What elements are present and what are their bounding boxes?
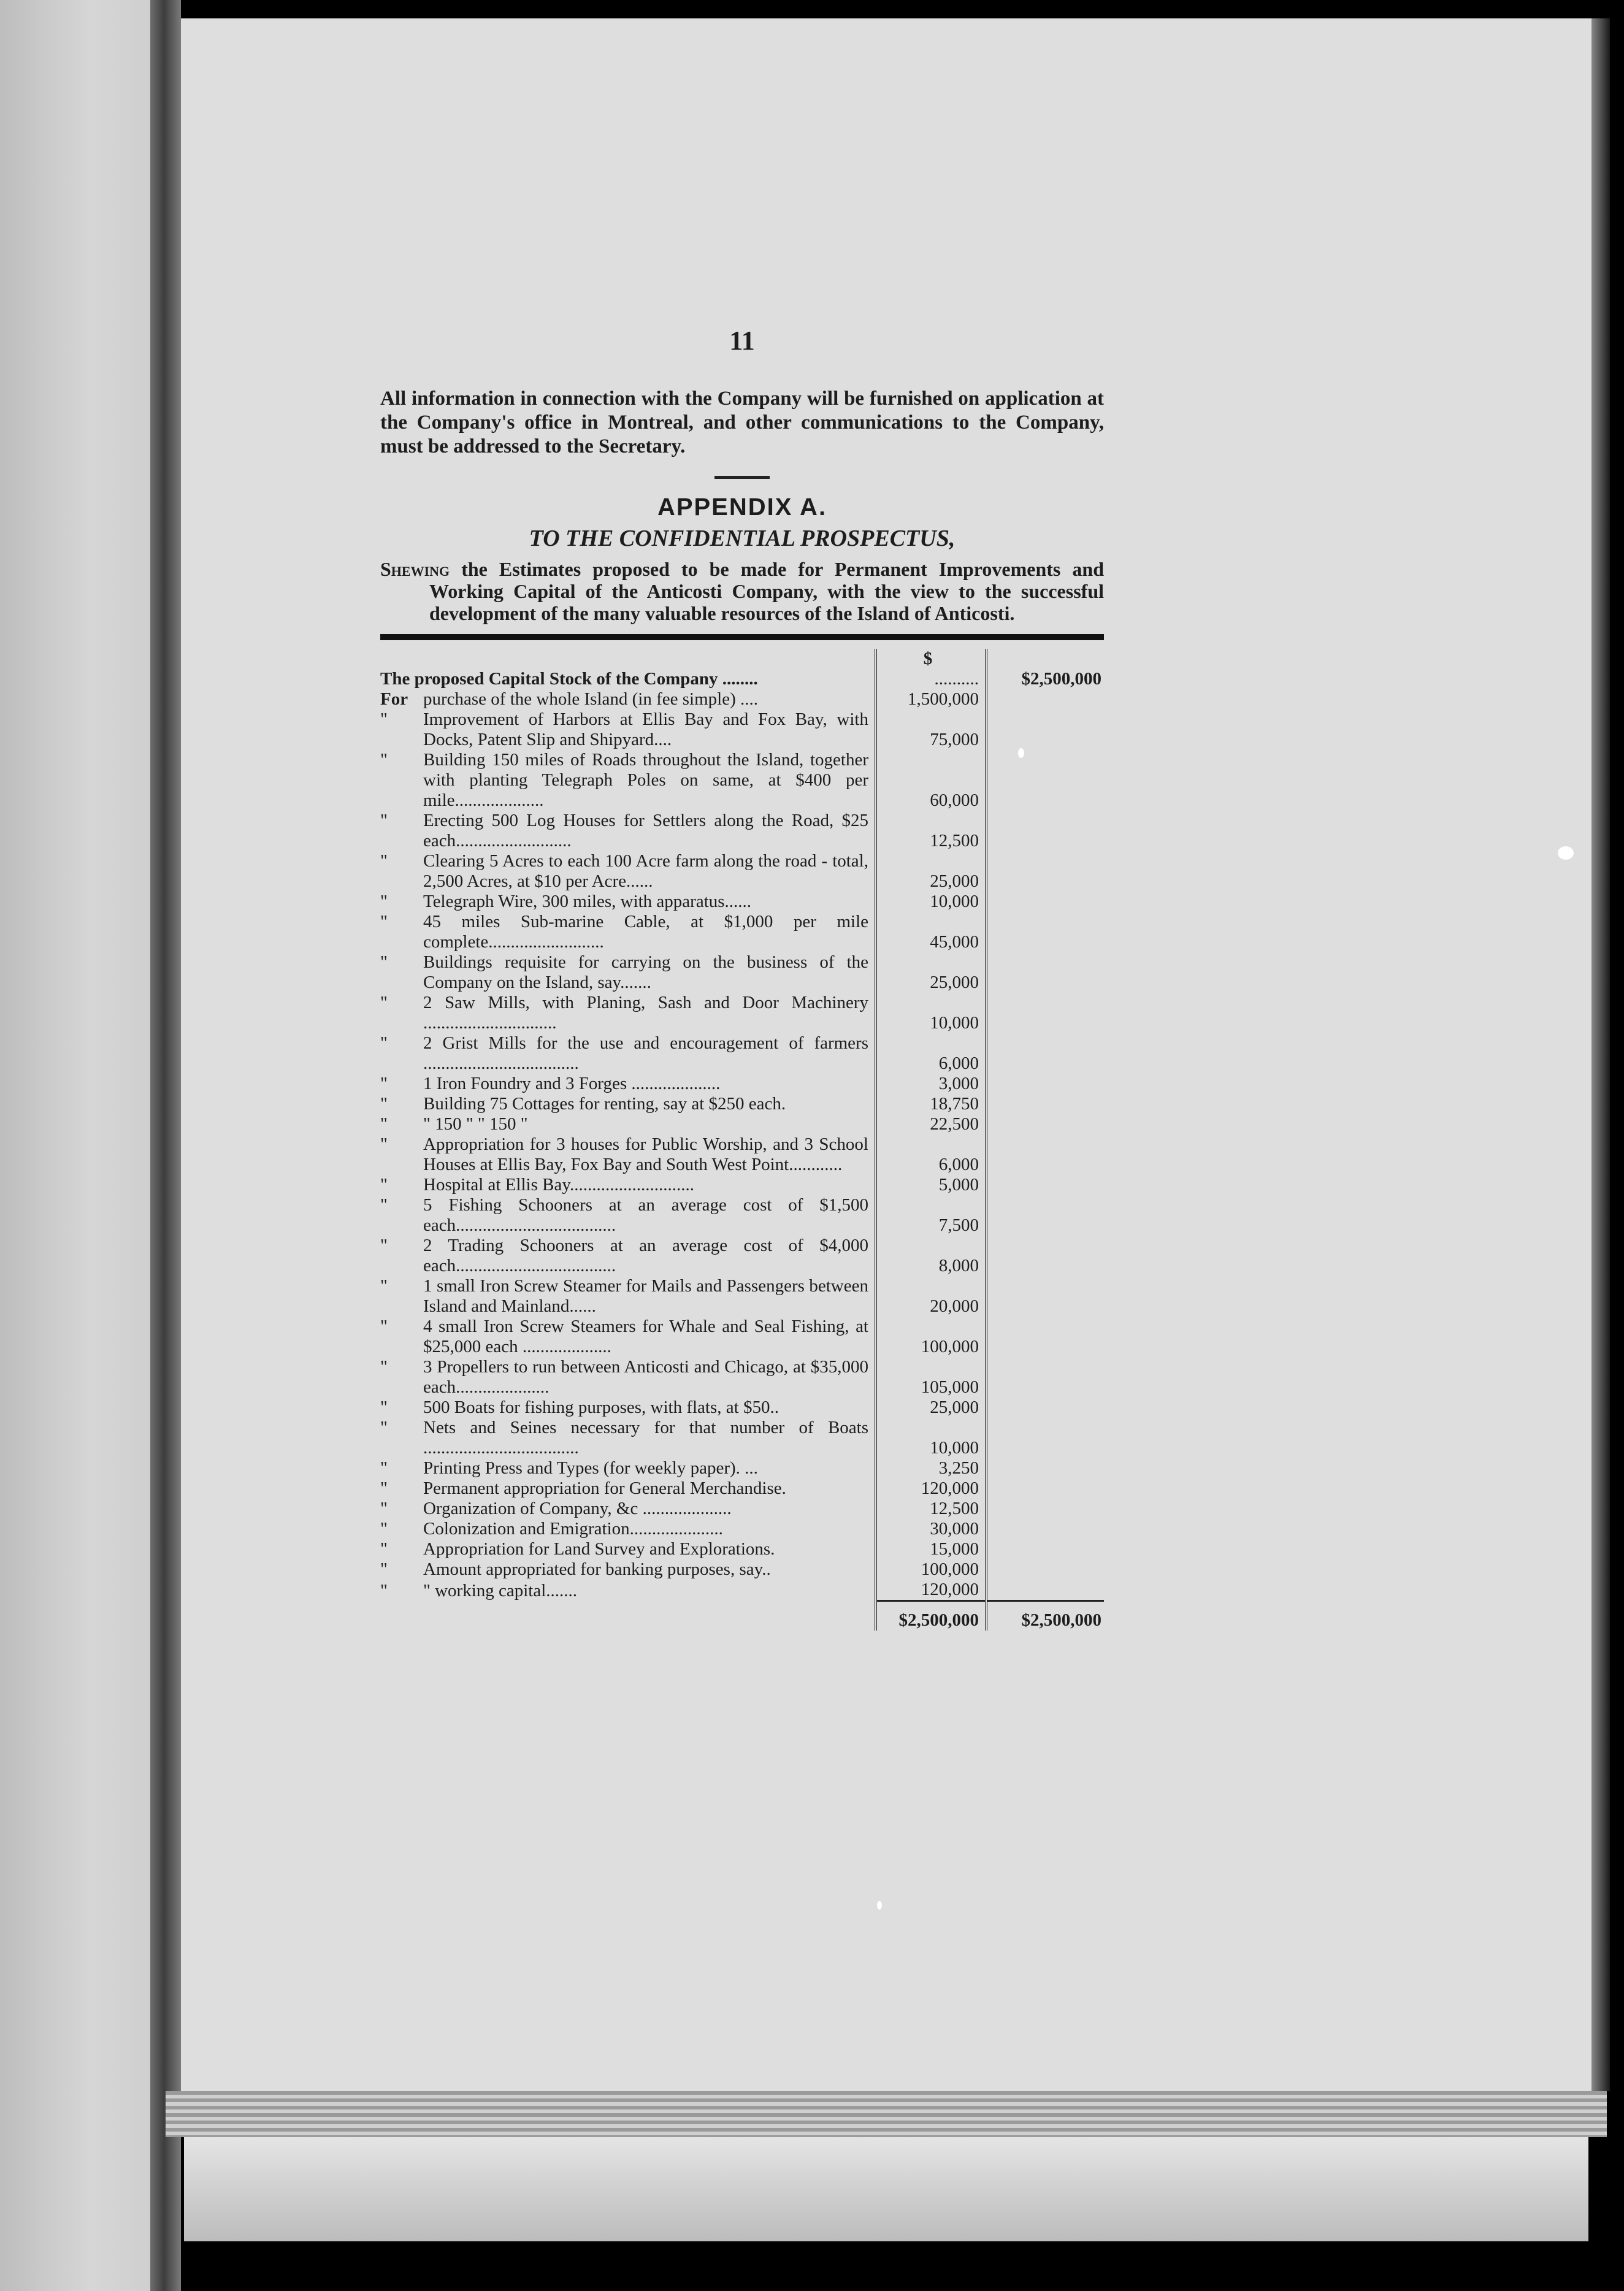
item-prefix: " bbox=[380, 750, 388, 770]
item-description bbox=[380, 750, 876, 811]
table-row bbox=[380, 1559, 1104, 1580]
table-row bbox=[380, 811, 1104, 851]
table-row bbox=[380, 750, 1104, 811]
item-prefix: " bbox=[380, 892, 388, 911]
item-total-cell bbox=[986, 1559, 1104, 1580]
capital-label: The proposed Capital Stock of the Company ........ bbox=[380, 669, 758, 689]
item-description bbox=[380, 912, 876, 952]
item-total-cell bbox=[986, 1033, 1104, 1074]
item-description bbox=[380, 993, 876, 1033]
item-prefix: " bbox=[380, 1398, 388, 1417]
item-description bbox=[380, 689, 876, 709]
item-amount: 120,000 bbox=[876, 1580, 986, 1601]
capital-amount: .......... bbox=[876, 669, 986, 689]
item-total-cell bbox=[986, 1357, 1104, 1398]
table-row bbox=[380, 952, 1104, 993]
item-prefix: " bbox=[380, 1539, 388, 1559]
item-amount: 10,000 bbox=[876, 892, 986, 912]
item-amount: 30,000 bbox=[876, 1519, 986, 1539]
appendix-title: APPENDIX A. bbox=[657, 494, 827, 521]
item-description bbox=[380, 1236, 876, 1276]
item-text: Permanent appropriation for General Merchandise. bbox=[423, 1478, 786, 1498]
item-amount: 105,000 bbox=[876, 1357, 986, 1398]
item-text: Hospital at Ellis Bay............................ bbox=[423, 1175, 694, 1195]
item-prefix: " bbox=[380, 1478, 388, 1498]
item-total-cell bbox=[986, 709, 1104, 750]
item-total-cell bbox=[986, 1175, 1104, 1195]
item-text: Colonization and Emigration..................... bbox=[423, 1519, 723, 1539]
dollar-sign: $ bbox=[876, 649, 986, 669]
totals-row bbox=[380, 1601, 1104, 1631]
item-text: Nets and Seines necessary for that number of Boats ................................... bbox=[423, 1418, 868, 1458]
item-amount: 1,500,000 bbox=[876, 689, 986, 709]
item-text: 5 Fishing Schooners at an average cost of $1,500 each.................................... bbox=[423, 1195, 868, 1235]
item-text: 1 Iron Foundry and 3 Forges .................... bbox=[423, 1074, 721, 1093]
item-total-cell bbox=[986, 993, 1104, 1033]
item-total-cell bbox=[986, 1478, 1104, 1499]
item-description bbox=[380, 1559, 876, 1580]
item-description bbox=[380, 1094, 876, 1114]
shewing-label: Shewing bbox=[380, 558, 450, 580]
item-amount: 20,000 bbox=[876, 1276, 986, 1317]
stacked-page-edges bbox=[166, 2091, 1607, 2137]
item-total-cell bbox=[986, 1134, 1104, 1175]
item-prefix: " bbox=[380, 1580, 388, 1601]
item-amount: 6,000 bbox=[876, 1134, 986, 1175]
table-top-rule bbox=[380, 634, 1104, 640]
item-prefix: " bbox=[380, 993, 388, 1012]
item-amount: 15,000 bbox=[876, 1539, 986, 1559]
item-prefix: " bbox=[380, 709, 388, 729]
table-row bbox=[380, 1458, 1104, 1478]
item-prefix: For bbox=[380, 689, 408, 709]
item-amount: 25,000 bbox=[876, 952, 986, 993]
table-row bbox=[380, 1134, 1104, 1175]
intro-paragraph: All information in connection with the Company will be furnished on application at the Company's office in Montreal, and other communications to the Company, must be addressed to the Secretary. bbox=[380, 388, 1104, 457]
item-text: Telegraph Wire, 300 miles, with apparatus...... bbox=[423, 892, 752, 911]
totals-amount: $2,500,000 bbox=[876, 1601, 986, 1631]
item-text: 4 small Iron Screw Steamers for Whale and Seal Fishing, at $25,000 each .................... bbox=[423, 1317, 868, 1356]
scan-speck bbox=[1558, 846, 1574, 860]
item-total-cell bbox=[986, 1539, 1104, 1559]
item-text: Appropriation for 3 houses for Public Worship, and 3 School Houses at Ellis Bay, Fox Bay and South West Point............ bbox=[423, 1134, 868, 1174]
item-text: Printing Press and Types (for weekly paper). ... bbox=[423, 1458, 758, 1478]
item-amount: 7,500 bbox=[876, 1195, 986, 1236]
item-description bbox=[380, 1539, 876, 1559]
item-total-cell bbox=[986, 1114, 1104, 1134]
page-number: 11 bbox=[729, 326, 755, 356]
page-right-shadow bbox=[1591, 18, 1610, 2091]
item-text: Clearing 5 Acres to each 100 Acre farm along the road - total, 2,500 Acres, at $10 per Acre...... bbox=[423, 851, 868, 891]
item-amount: 5,000 bbox=[876, 1175, 986, 1195]
header-spacer bbox=[986, 649, 1104, 669]
item-text: 2 Trading Schooners at an average cost of $4,000 each.................................... bbox=[423, 1236, 868, 1276]
item-total-cell bbox=[986, 1094, 1104, 1114]
item-total-cell bbox=[986, 851, 1104, 892]
item-description bbox=[380, 1519, 876, 1539]
item-text: " 150 " " 150 " bbox=[423, 1114, 528, 1134]
item-text: 45 miles Sub-marine Cable, at $1,000 per mile complete.......................... bbox=[423, 912, 868, 952]
table-row bbox=[380, 1499, 1104, 1519]
item-total-cell bbox=[986, 689, 1104, 709]
item-description bbox=[380, 1458, 876, 1478]
item-total-cell bbox=[986, 1499, 1104, 1519]
item-text: Buildings requisite for carrying on the business of the Company on the Island, say....... bbox=[423, 952, 868, 992]
item-description bbox=[380, 1357, 876, 1398]
item-prefix: " bbox=[380, 1559, 388, 1579]
item-amount: 10,000 bbox=[876, 1418, 986, 1458]
table-row bbox=[380, 1478, 1104, 1499]
dollar-header-row bbox=[380, 649, 1104, 669]
capital-total: $2,500,000 bbox=[1021, 669, 1101, 689]
item-total-cell bbox=[986, 1519, 1104, 1539]
item-amount: 3,250 bbox=[876, 1458, 986, 1478]
table-row bbox=[380, 709, 1104, 750]
item-prefix: " bbox=[380, 1276, 388, 1296]
item-prefix: " bbox=[380, 1074, 388, 1093]
item-prefix: " bbox=[380, 1114, 388, 1134]
table-row bbox=[380, 1418, 1104, 1458]
item-total-cell bbox=[986, 750, 1104, 811]
item-text: Building 75 Cottages for renting, say at $250 each. bbox=[423, 1094, 786, 1114]
item-description bbox=[380, 1074, 876, 1094]
item-total-cell bbox=[986, 1195, 1104, 1236]
table-row bbox=[380, 1519, 1104, 1539]
item-prefix: " bbox=[380, 1458, 388, 1478]
item-prefix: " bbox=[380, 1195, 388, 1215]
item-total-cell bbox=[986, 892, 1104, 912]
item-prefix: " bbox=[380, 1033, 388, 1053]
item-description bbox=[380, 1114, 876, 1134]
item-text: 3 Propellers to run between Anticosti and Chicago, at $35,000 each..................... bbox=[423, 1357, 868, 1397]
item-description bbox=[380, 952, 876, 993]
item-prefix: " bbox=[380, 1519, 388, 1539]
item-total-cell bbox=[986, 1398, 1104, 1418]
item-text: 1 small Iron Screw Steamer for Mails and Passengers between Island and Mainland...... bbox=[423, 1276, 868, 1316]
item-description bbox=[380, 1175, 876, 1195]
item-amount: 60,000 bbox=[876, 750, 986, 811]
table-row bbox=[380, 1539, 1104, 1559]
item-prefix: " bbox=[380, 952, 388, 972]
item-description bbox=[380, 1398, 876, 1418]
item-amount: 12,500 bbox=[876, 811, 986, 851]
item-prefix: " bbox=[380, 1357, 388, 1377]
table-row bbox=[380, 993, 1104, 1033]
item-amount: 12,500 bbox=[876, 1499, 986, 1519]
item-total-cell bbox=[986, 1276, 1104, 1317]
item-text: Appropriation for Land Survey and Explorations. bbox=[423, 1539, 775, 1559]
item-total-cell bbox=[986, 952, 1104, 993]
lower-page-edge bbox=[184, 2137, 1588, 2241]
document-content bbox=[380, 325, 1104, 1631]
table-row bbox=[380, 1236, 1104, 1276]
item-description bbox=[380, 1033, 876, 1074]
item-amount: 45,000 bbox=[876, 912, 986, 952]
item-total-cell bbox=[986, 1074, 1104, 1094]
item-total-cell bbox=[986, 1580, 1104, 1601]
item-description bbox=[380, 892, 876, 912]
table-row bbox=[380, 1175, 1104, 1195]
item-amount: 25,000 bbox=[876, 1398, 986, 1418]
item-text: 2 Saw Mills, with Planing, Sash and Door Machinery .............................. bbox=[423, 993, 868, 1033]
table-row bbox=[380, 1094, 1104, 1114]
item-prefix: " bbox=[380, 1418, 388, 1437]
item-description bbox=[380, 709, 876, 750]
item-text: purchase of the whole Island (in fee simple) .... bbox=[423, 689, 758, 709]
item-total-cell bbox=[986, 1317, 1104, 1357]
item-amount: 22,500 bbox=[876, 1114, 986, 1134]
item-text: Building 150 miles of Roads throughout the Island, together with planting Telegraph Poles on same, at $400 per mile.................... bbox=[423, 750, 868, 810]
appendix-subtitle: TO THE CONFIDENTIAL PROSPECTUS, bbox=[529, 526, 956, 551]
item-description bbox=[380, 1134, 876, 1175]
item-description bbox=[380, 1317, 876, 1357]
left-page-edge bbox=[0, 0, 150, 2291]
item-description bbox=[380, 1499, 876, 1519]
item-description bbox=[380, 1478, 876, 1499]
item-total-cell bbox=[986, 912, 1104, 952]
table-row bbox=[380, 1580, 1104, 1601]
item-amount: 25,000 bbox=[876, 851, 986, 892]
scan-speck bbox=[877, 1901, 882, 1910]
item-amount: 18,750 bbox=[876, 1094, 986, 1114]
table-row bbox=[380, 1398, 1104, 1418]
table-row bbox=[380, 851, 1104, 892]
item-prefix: " bbox=[380, 1236, 388, 1255]
item-amount: 6,000 bbox=[876, 1033, 986, 1074]
item-prefix: " bbox=[380, 1134, 388, 1154]
item-text: Organization of Company, &c .................... bbox=[423, 1499, 732, 1518]
table-row bbox=[380, 1114, 1104, 1134]
item-text: 500 Boats for fishing purposes, with flats, at $50.. bbox=[423, 1398, 779, 1417]
item-amount: 100,000 bbox=[876, 1317, 986, 1357]
item-description bbox=[380, 1195, 876, 1236]
item-text: " working capital....... bbox=[423, 1580, 578, 1601]
item-amount: 75,000 bbox=[876, 709, 986, 750]
table-row bbox=[380, 1276, 1104, 1317]
item-description bbox=[380, 851, 876, 892]
item-description bbox=[380, 1580, 876, 1601]
item-text: 2 Grist Mills for the use and encouragement of farmers ................................... bbox=[423, 1033, 868, 1073]
table-row bbox=[380, 1357, 1104, 1398]
table-row bbox=[380, 689, 1104, 709]
table-row bbox=[380, 1074, 1104, 1094]
item-text: Amount appropriated for banking purposes, say.. bbox=[423, 1559, 771, 1579]
item-prefix: " bbox=[380, 1499, 388, 1518]
item-amount: 10,000 bbox=[876, 993, 986, 1033]
item-prefix: " bbox=[380, 851, 388, 871]
item-amount: 8,000 bbox=[876, 1236, 986, 1276]
table-row bbox=[380, 1195, 1104, 1236]
item-total-cell bbox=[986, 811, 1104, 851]
short-divider bbox=[714, 476, 770, 479]
totals-spacer bbox=[380, 1601, 876, 1631]
header-spacer bbox=[380, 649, 876, 669]
item-amount: 120,000 bbox=[876, 1478, 986, 1499]
capital-row bbox=[380, 669, 1104, 689]
item-description bbox=[380, 1418, 876, 1458]
item-amount: 3,000 bbox=[876, 1074, 986, 1094]
totals-total: $2,500,000 bbox=[986, 1601, 1104, 1631]
table-row bbox=[380, 892, 1104, 912]
item-total-cell bbox=[986, 1236, 1104, 1276]
item-total-cell bbox=[986, 1458, 1104, 1478]
estimates-table bbox=[380, 649, 1104, 1631]
item-prefix: " bbox=[380, 1094, 388, 1114]
book-gutter bbox=[150, 0, 181, 2291]
item-prefix: " bbox=[380, 912, 388, 931]
table-row bbox=[380, 912, 1104, 952]
item-amount: 100,000 bbox=[876, 1559, 986, 1580]
shewing-text: the Estimates proposed to be made for Permanent Improvements and Working Capital of the Anticosti Company, with the view to the successful development of the many valuable resources of the Island of Anticosti. bbox=[429, 558, 1105, 624]
table-row bbox=[380, 1033, 1104, 1074]
item-description bbox=[380, 1276, 876, 1317]
item-total-cell bbox=[986, 1418, 1104, 1458]
item-prefix: " bbox=[380, 811, 388, 830]
table-row bbox=[380, 1317, 1104, 1357]
item-prefix: " bbox=[380, 1317, 388, 1336]
item-prefix: " bbox=[380, 1175, 388, 1195]
item-text: Improvement of Harbors at Ellis Bay and Fox Bay, with Docks, Patent Slip and Shipyard.... bbox=[423, 709, 868, 749]
shewing-paragraph bbox=[380, 558, 1104, 624]
item-description bbox=[380, 811, 876, 851]
item-text: Erecting 500 Log Houses for Settlers along the Road, $25 each.......................... bbox=[423, 811, 868, 851]
